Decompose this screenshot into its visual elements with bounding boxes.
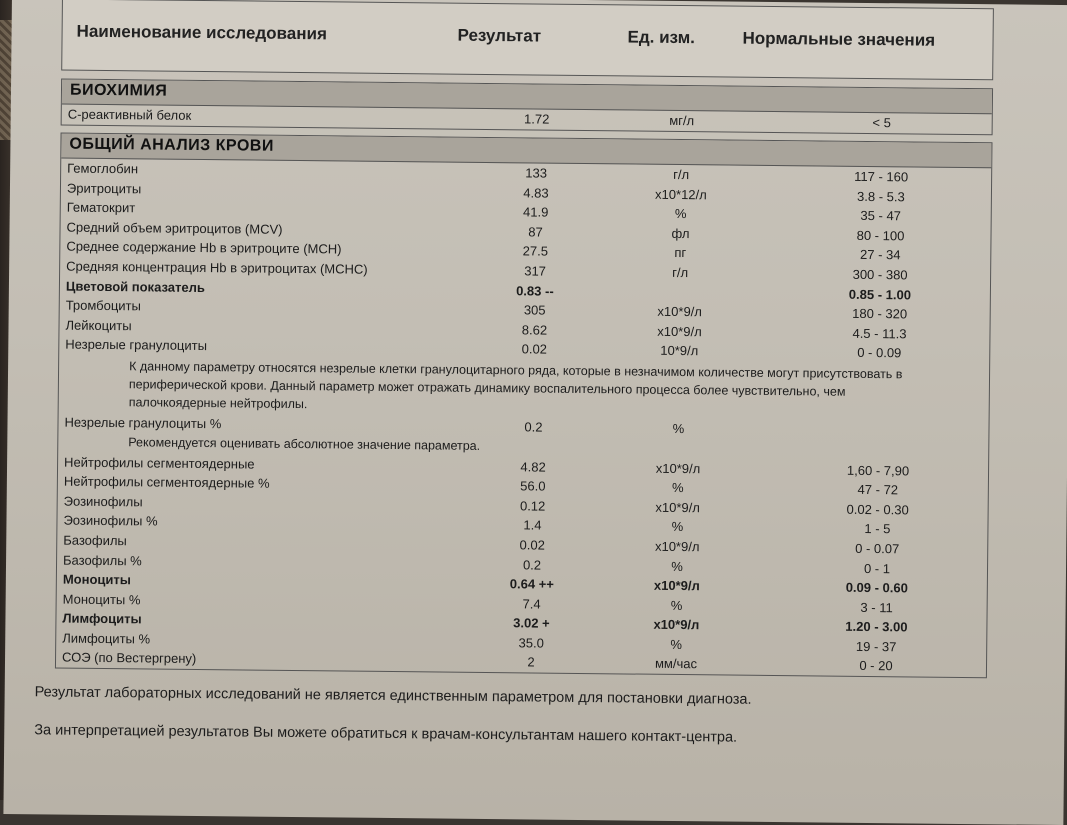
header-norm: Нормальные значения	[742, 28, 936, 50]
unit-value: x10*9/л	[657, 323, 702, 339]
footer-contact: За интерпретацией результатов Вы можете обратиться к врачам-консультантам нашего контакт-центра.	[34, 722, 738, 746]
result-value: 27.5	[522, 243, 549, 260]
norm-range: 47 - 72	[857, 482, 899, 498]
test-name: Эритроциты	[66, 180, 142, 196]
test-name: Эозинофилы %	[63, 512, 158, 529]
lab-report-page	[3, 0, 1067, 825]
result-value: 133	[525, 165, 548, 181]
result-value: 8.62	[521, 322, 548, 338]
unit-value: г/л	[673, 166, 690, 183]
unit-value: x10*9/л	[653, 617, 700, 633]
unit-value: x10*9/л	[657, 303, 703, 320]
result-value: 41.9	[523, 204, 549, 220]
test-name: Гематокрит	[66, 199, 136, 216]
unit-value: фл	[671, 225, 690, 241]
unit-value: x10*9/л	[654, 538, 700, 555]
unit-value: x10*9/л	[653, 577, 700, 594]
norm-range: 1.20 - 3.00	[845, 619, 908, 635]
norm-range: 1,60 - 7,90	[846, 462, 910, 478]
norm-range: 19 - 37	[855, 638, 897, 655]
norm-range: 0.09 - 0.60	[845, 579, 908, 596]
unit-value	[635, 284, 725, 285]
result-value: 1.72	[523, 111, 550, 127]
test-name: Незрелые гранулоциты	[65, 336, 208, 354]
test-name: Средний объем эритроцитов (MCV)	[66, 219, 283, 237]
footer-disclaimer: Результат лабораторных исследований не является единственным параметром для постановки диагноза.	[34, 684, 752, 708]
norm-range: 180 - 320	[852, 305, 908, 322]
norm-range: 1 - 5	[864, 521, 891, 537]
result-value: 317	[524, 263, 547, 279]
norm-range: 0 - 1	[863, 560, 891, 576]
section-title: БИОХИМИЯ	[62, 80, 992, 115]
table-header	[61, 0, 994, 80]
norm-range: 0 - 0.09	[857, 345, 902, 361]
test-name: Эозинофилы	[63, 493, 143, 510]
result-value: 7.4	[522, 596, 541, 612]
norm-range: 4.5 - 11.3	[852, 325, 907, 342]
result-value: 0.02	[521, 341, 548, 357]
unit-value: x10*9/л	[655, 499, 700, 515]
header-name: Наименование исследования	[76, 21, 328, 44]
test-name: Нейтрофилы сегментоядерные %	[63, 473, 270, 491]
norm-range: 117 - 160	[854, 168, 909, 185]
result-value: 4.82	[520, 458, 546, 475]
test-name: Средняя концентрация Hb в эритроцитах (MCHC)	[66, 258, 368, 277]
test-name: Среднее содержание Hb в эритроците (MCH)	[66, 238, 342, 257]
test-name: Моноциты	[62, 571, 131, 588]
unit-value: %	[671, 558, 683, 574]
norm-range: 0.02 - 0.30	[846, 501, 909, 518]
test-name: Тромбоциты	[65, 297, 141, 314]
unit-value: %	[671, 519, 684, 535]
test-name: Нейтрофилы сегментоядерные	[64, 454, 255, 472]
unit-value: %	[672, 420, 685, 437]
test-name: Цветовой показатель	[65, 278, 205, 295]
norm-range: 3.8 - 5.3	[856, 188, 905, 204]
result-value: 0.02	[519, 537, 545, 553]
norm-range: < 5	[872, 115, 891, 131]
norm-range: 0 - 20	[859, 658, 893, 674]
norm-range: 35 - 47	[860, 208, 902, 224]
unit-value: г/л	[672, 264, 689, 281]
test-name: Незрелые гранулоциты %	[64, 414, 222, 432]
unit-value: x10*12/л	[655, 186, 707, 202]
unit-value: 10*9/л	[660, 343, 699, 359]
test-name: С-реактивный белок	[67, 106, 192, 123]
result-value: 0.64 ++	[509, 576, 554, 592]
test-name: СОЭ (по Вестергрену)	[61, 650, 197, 667]
norm-range: 300 - 380	[852, 266, 908, 283]
biochemistry-section	[61, 79, 993, 135]
test-name: Моноциты %	[62, 591, 141, 608]
unit-value: %	[670, 636, 683, 652]
result-value: 4.83	[523, 184, 549, 201]
result-value: 2	[527, 654, 535, 670]
unit-value: %	[674, 206, 687, 222]
norm-range: 80 - 100	[856, 227, 905, 244]
header-unit: Ед. изм.	[627, 27, 696, 48]
note-immature-granulocytes: К данному параметру относятся незрелые клетки гранулоцитарного ряда, которые в незначимом количестве могут присутствовать в периферической крови. Данный параметр может отражать динамику воспалительного процесса более чувствительно, чем палочкоядерные нейтрофилы.	[128, 359, 903, 412]
unit-value: %	[672, 480, 684, 496]
norm-range: 0.85 - 1.00	[848, 286, 912, 302]
unit-value: мм/час	[654, 656, 698, 672]
unit-value: x10*9/л	[655, 460, 701, 476]
result-value: 305	[523, 302, 546, 318]
test-name: Базофилы	[63, 532, 127, 549]
unit-value: мг/л	[669, 112, 695, 129]
result-value: 1.4	[523, 517, 542, 533]
result-value: 35.0	[518, 635, 544, 651]
test-name: Лимфоциты	[62, 610, 142, 627]
result-value: 3.02 +	[513, 615, 550, 631]
result-value: 87	[528, 224, 543, 240]
norm-range	[819, 422, 939, 423]
note-absolute-value: Рекомендуется оценивать абсолютное значение параметра.	[128, 434, 481, 453]
test-name: Базофилы %	[63, 552, 142, 568]
section-title: ОБЩИЙ АНАЛИЗ КРОВИ	[61, 134, 991, 169]
test-name: Лимфоциты %	[62, 630, 151, 647]
result-value: 0.12	[519, 498, 546, 514]
unit-value: %	[670, 597, 683, 613]
test-name: Лейкоциты	[65, 317, 132, 334]
header-result: Результат	[457, 25, 542, 46]
test-name: Гемоглобин	[67, 160, 139, 177]
unit-value: пг	[674, 245, 687, 261]
result-value: 0.83 --	[516, 282, 554, 299]
norm-range: 0 - 0.07	[855, 540, 900, 557]
blood-section	[55, 133, 993, 679]
result-value: 0.2	[524, 419, 543, 435]
result-value: 0.2	[522, 556, 542, 573]
result-value: 56.0	[520, 478, 546, 494]
norm-range: 27 - 34	[859, 247, 901, 263]
norm-range: 3 - 11	[860, 599, 893, 615]
